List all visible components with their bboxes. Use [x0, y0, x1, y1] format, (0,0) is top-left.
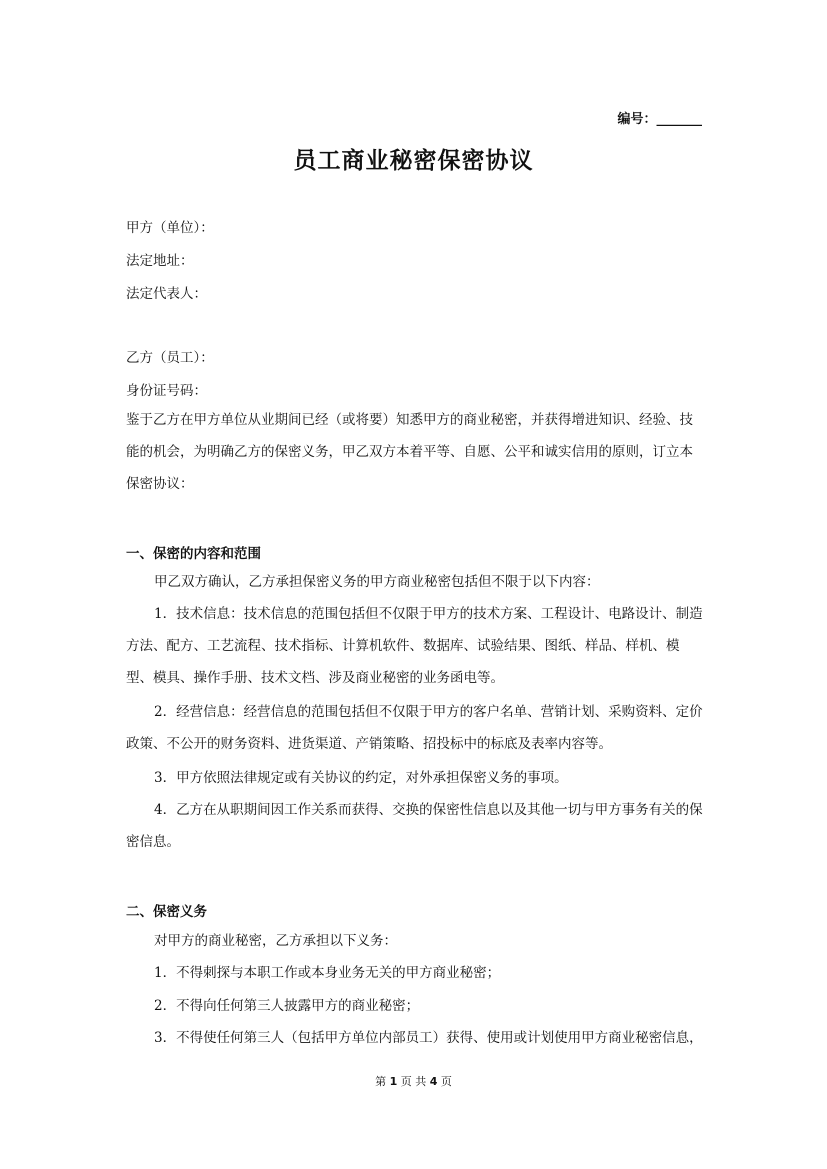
section-2-item-3: 3．不得使任何第三人（包括甲方单位内部员工）获得、使用或计划使用甲方商业秘密信息，	[154, 1030, 703, 1046]
page-mid: 页 共	[400, 1075, 427, 1088]
party-b-id-label: 身份证号码：	[126, 383, 207, 399]
section-1-item-4: 4．乙方在从职期间因工作关系而获得、交换的保密性信息以及其他一切与甲方事务有关的保密信息。	[126, 802, 703, 850]
party-a-representative-label: 法定代表人：	[126, 286, 207, 302]
party-a-address-label: 法定地址：	[126, 253, 194, 269]
preamble-paragraph: 鉴于乙方在甲方单位从业期间已经（或将要）知悉甲方的商业秘密，并获得增进知识、经验、技能的机会，为明确乙方的保密义务，甲乙双方本着平等、自愿、公平和诚实信用的原则，订立本保密协议：	[126, 412, 693, 492]
section-1-item-1: 1．技术信息：技术信息的范围包括但不仅限于甲方的技术方案、工程设计、电路设计、制造方法、配方、工艺流程、技术指标、计算机软件、数据库、试验结果、图纸、样品、样机、模型、模具、操作手册、技术文档、涉及商业秘密的业务函电等。	[126, 606, 703, 686]
page-prefix: 第	[375, 1075, 387, 1088]
current-page-number: 1	[389, 1075, 398, 1088]
section-1-intro: 甲乙双方确认，乙方承担保密义务的甲方商业秘密包括但不限于以下内容：	[154, 574, 600, 590]
page-footer	[0, 1073, 827, 1089]
party-a-name-label: 甲方（单位）：	[126, 220, 214, 236]
section-2-item-2: 2．不得向任何第三人披露甲方的商业秘密；	[154, 998, 420, 1014]
section-2-item-1: 1．不得刺探与本职工作或本身业务无关的甲方商业秘密；	[154, 965, 501, 981]
page-suffix: 页	[440, 1075, 452, 1088]
party-b-name-label: 乙方（员工）：	[126, 350, 214, 366]
total-page-number: 4	[429, 1075, 438, 1088]
document-title: 员工商业秘密保密协议	[293, 147, 534, 174]
section-1-item-3: 3．甲方依照法律规定或有关协议的约定，对外承担保密义务的事项。	[154, 770, 568, 786]
section-1-heading: 一、保密的内容和范围	[126, 546, 261, 562]
section-2-heading: 二、保密义务	[126, 904, 207, 920]
section-2-intro: 对甲方的商业秘密，乙方承担以下义务：	[154, 933, 397, 949]
section-1-item-2: 2．经营信息：经营信息的范围包括但不仅限于甲方的客户名单、营销计划、采购资料、定价政策、不公开的财务资料、进货渠道、产销策略、招投标中的标底及表率内容等。	[126, 704, 703, 752]
document-number: 编号：_______	[617, 112, 702, 127]
